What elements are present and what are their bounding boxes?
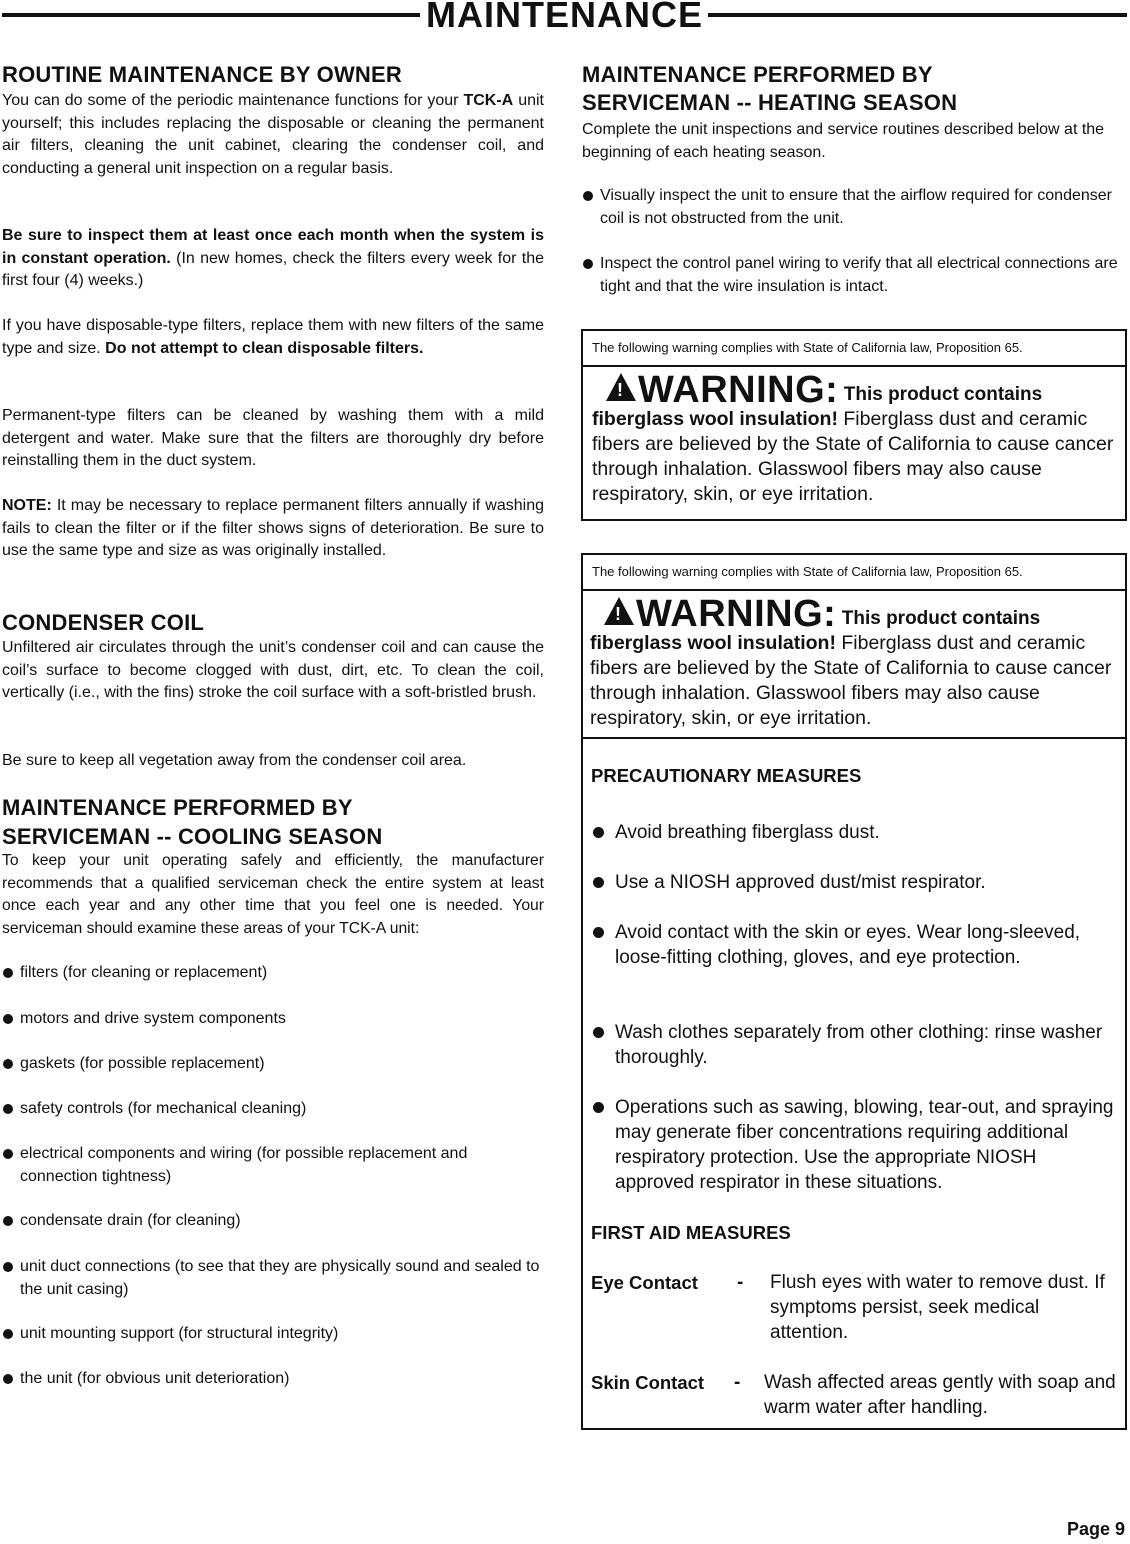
cooling-item: electrical components and wiring (for possible replacement and connection tightness) — [2, 1143, 544, 1188]
cooling-item: unit mounting support (for structural integrity) — [2, 1323, 544, 1346]
routine-paragraph-2: Be sure to inspect them at least once each month when the system is in constant operation. (In new homes, check the filters every week for the first four (4) weeks.) — [2, 227, 544, 290]
routine-paragraph-1: You can do some of the periodic maintenance functions for your TCK-A unit yourself; this includes replacing the disposable or cleaning the permanent air filters, cleaning the unit cabinet, clearing the condenser coil, and conducting a general unit inspection on a regular basis. — [2, 92, 545, 177]
cooling-heading-line-1: MAINTENANCE PERFORMED BY — [2, 795, 353, 820]
page-title: MAINTENANCE — [426, 0, 703, 35]
cooling-intro: To keep your unit operating safely and efficiently, the manufacturer recommends that a qualified serviceman check the entire system at least once each year and any other time that you feel one is needed. Your serviceman should examine these areas of your TCK-A unit: — [2, 852, 544, 937]
compliance-note: The following warning complies with State of California law, Proposition 65. — [583, 331, 1125, 367]
page-number: Page 9 — [1066, 1519, 1125, 1539]
routine-heading: ROUTINE MAINTENANCE BY OWNER — [2, 62, 402, 87]
header-rule-right — [708, 13, 1127, 17]
warning-text: !WARNING: This product contains fiberglass wool insulation! Fiberglass dust and ceramic fibers are believed by the State of California to cause cancer through inhalation. Glasswool fibers may also cause respiratory, skin, or eye irritation. — [583, 367, 1125, 513]
routine-paragraph-3: If you have disposable-type filters, replace them with new filters of the same type and size. Do not attempt to clean disposable filters. — [2, 317, 544, 357]
cooling-item: unit duct connections (to see that they are physically sound and sealed to the unit casing) — [2, 1256, 544, 1301]
cooling-item: the unit (for obvious unit deterioration) — [2, 1368, 544, 1391]
compliance-note: The following warning complies with State of California law, Proposition 65. — [583, 555, 1125, 591]
heating-intro: Complete the unit inspections and service routines described below at the beginning of each heating season. — [582, 121, 1105, 161]
warning-word: WARNING: — [636, 593, 837, 635]
condenser-paragraph-1: Unfiltered air circulates through the unit’s condenser coil and can cause the coil’s surface to become clogged with dust, dirt, etc. To clean the coil, vertically (i.e., with the fins) stroke the coil surface with a soft-bristled brush. — [2, 639, 544, 702]
prop65-warning-box-2: The following warning complies with State of California law, Proposition 65. !WARNING: This product contains fiberglass wool insulation! Fiberglass dust and ceramic fibers are believed by the State of California to cause cancer through inhalation. Glasswool fibers may also cause respiratory, skin, or eye irritation. PRECAUTIONARY MEASURES Avoid breathing fiberglass dust. Use a NIOSH approved dust/mist respirator. Avoid contact with the skin or eyes. Wear long-sleeved, loose-fitting clothing, gloves, and eye protection. Wash clothes separately from other clothing: rinse washer thoroughly. Operations such as sawing, blowing, tear-out, and spraying may generate fiber concentrations requiring additional respiratory protection. Use the appropriate NIOSH approved respirator in these situations. FIRST AID MEASURES Eye Contact - Flush eyes with water to remove dust. If symptoms persist, seek medical attention. Skin Contact - Wash affected areas gently with soap and warm water after handling. — [581, 553, 1127, 1430]
precautions-heading: PRECAUTIONARY MEASURES — [591, 765, 862, 786]
precaution-item: Use a NIOSH approved dust/mist respirator. — [591, 870, 1125, 895]
cooling-item: safety controls (for mechanical cleaning) — [2, 1098, 544, 1121]
heating-item: Visually inspect the unit to ensure that the airflow required for condenser coil is not obstructed from the unit. — [582, 185, 1127, 230]
cooling-item: motors and drive system components — [2, 1008, 544, 1031]
cooling-item: gaskets (for possible replacement) — [2, 1053, 544, 1076]
warning-triangle-icon — [604, 597, 634, 625]
warning-word: WARNING: — [638, 369, 839, 411]
precaution-item: Wash clothes separately from other clothing: rinse washer thoroughly. — [591, 1020, 1105, 1070]
routine-paragraph-4: Permanent-type filters can be cleaned by washing them with a mild detergent and water. Make sure that the filters are thoroughly dry before reinstalling them in the duct system. — [2, 407, 544, 470]
first-aid-heading: FIRST AID MEASURES — [591, 1222, 791, 1243]
routine-note: NOTE: It may be necessary to replace permanent filters annually if washing fails to clean the filter or if the filter shows signs of deterioration. Be sure to use the same type and size as was originally installed. — [2, 497, 544, 560]
precaution-item: Avoid contact with the skin or eyes. Wear long-sleeved, loose-fitting clothing, gloves, and eye protection. — [591, 920, 1085, 970]
condenser-heading: CONDENSER COIL — [2, 610, 205, 635]
condenser-paragraph-2: Be sure to keep all vegetation away from the condenser coil area. — [2, 752, 467, 769]
prop65-warning-box-1 — [581, 329, 1127, 521]
heating-heading-line-1: MAINTENANCE PERFORMED BY — [582, 62, 933, 87]
cooling-heading-line-2: SERVICEMAN -- COOLING SEASON — [2, 824, 383, 849]
cooling-item: filters (for cleaning or replacement) — [2, 962, 544, 985]
heating-heading-line-2: SERVICEMAN -- HEATING SEASON — [582, 90, 958, 115]
cooling-item: condensate drain (for cleaning) — [2, 1210, 544, 1233]
warning-text: !WARNING: This product contains fiberglass wool insulation! Fiberglass dust and ceramic fibers are believed by the State of California to cause cancer through inhalation. Glasswool fibers may also cause respiratory, skin, or eye irritation. — [583, 591, 1125, 739]
precaution-item: Operations such as sawing, blowing, tear-out, and spraying may generate fiber concentrations requiring additional respiratory protection. Use the appropriate NIOSH approved respirator in these situations. — [591, 1095, 1115, 1195]
header-rule-left — [2, 13, 420, 17]
precaution-item: Avoid breathing fiberglass dust. — [591, 820, 1125, 845]
heating-item: Inspect the control panel wiring to verify that all electrical connections are tight and that the wire insulation is intact. — [582, 253, 1127, 298]
warning-triangle-icon — [606, 373, 636, 401]
